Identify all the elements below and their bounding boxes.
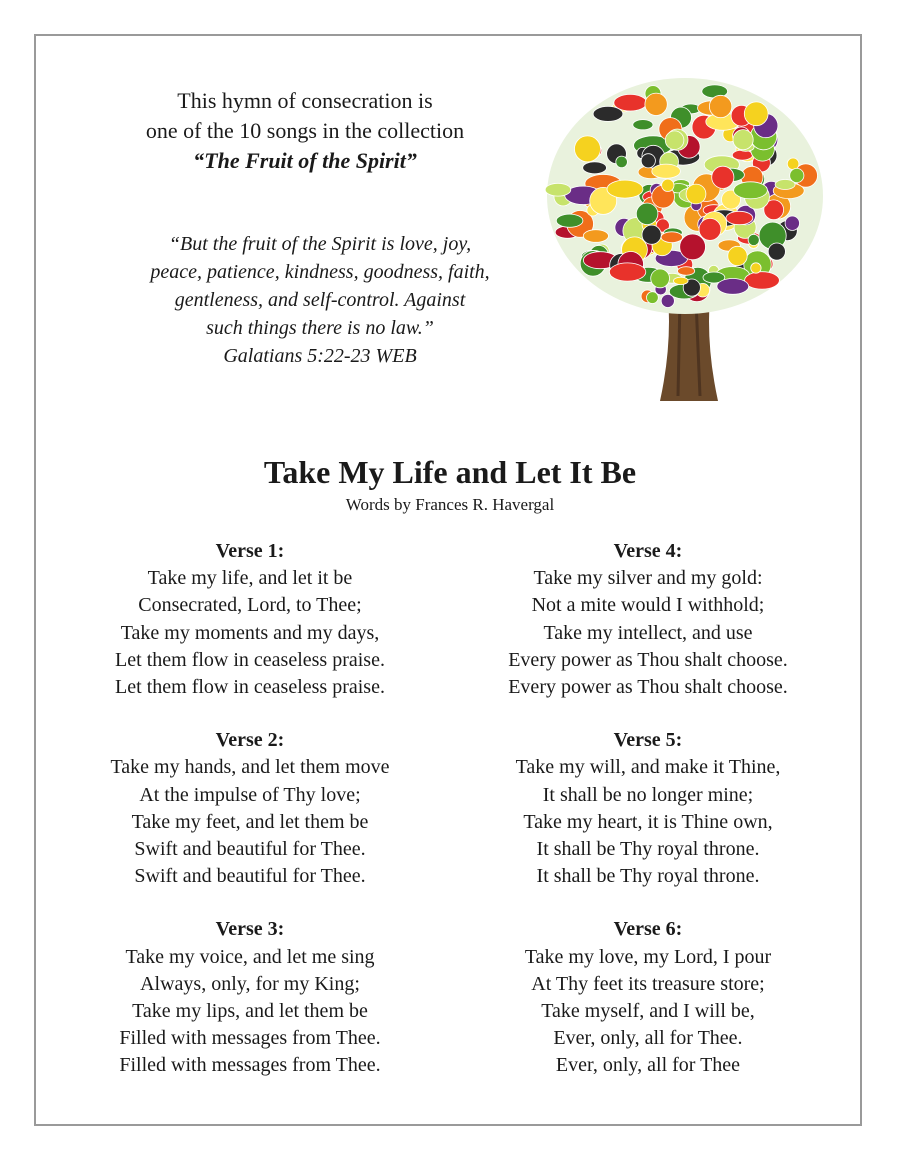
fruit-shape <box>680 234 706 260</box>
fruit-shape <box>645 93 667 115</box>
verse-6 <box>468 916 828 1079</box>
verse-title: Verse 5: <box>613 729 683 752</box>
fruit-shape <box>744 102 768 126</box>
verse-line: Let them flow in ceaseless praise. <box>115 676 385 699</box>
quote-line: such things there is no law.” <box>206 317 434 339</box>
verse-line: Take my intellect, and use <box>543 621 753 644</box>
fruit-shape <box>661 294 674 307</box>
fruit-shape <box>734 182 768 199</box>
fruit-shape <box>709 95 731 117</box>
fruit-shape <box>662 179 674 191</box>
verse-title: Verse 6: <box>613 918 683 941</box>
quote-line: gentleness, and self-control. Against <box>174 289 466 311</box>
fruit-shape <box>583 230 608 243</box>
fruit-shape <box>785 216 799 230</box>
fruit-shape <box>661 232 682 243</box>
fruit-shape <box>768 243 785 260</box>
fruit-shape <box>717 279 749 295</box>
fruit-shape <box>556 214 583 227</box>
verses-right-column <box>468 538 828 1106</box>
fruit-shape <box>545 183 571 196</box>
fruit-shape <box>686 184 706 204</box>
verse-line: Every power as Thou shalt choose. <box>508 676 788 699</box>
verse-line: Swift and beautiful for Thee. <box>134 838 366 861</box>
fruit-shape <box>699 218 721 240</box>
fruit-shape <box>726 211 753 224</box>
hymn-title: Take My Life and Let It Be <box>263 454 637 490</box>
verse-line: It shall be Thy royal throne. <box>536 865 760 888</box>
verse-line: Take my lips, and let them be <box>132 1000 368 1023</box>
verse-title: Verse 3: <box>215 918 285 941</box>
verse-4 <box>468 538 828 701</box>
verse-line: Take my feet, and let them be <box>131 810 369 833</box>
verse-line: Let them flow in ceaseless praise. <box>115 648 385 671</box>
fruit-shape <box>678 267 695 276</box>
verse-line: Take my heart, it is Thine own, <box>523 810 773 833</box>
verse-line: Ever, only, all for Thee. <box>553 1027 743 1050</box>
fruit-shape <box>583 162 607 174</box>
verse-line: It shall be no longer mine; <box>542 783 754 806</box>
verse-line: It shall be Thy royal throne. <box>536 838 760 861</box>
verse-line: Take my life, and let it be <box>147 567 353 590</box>
verse-title: Verse 4: <box>613 540 683 562</box>
verse-5 <box>468 727 828 890</box>
fruit-shape <box>775 180 795 190</box>
fruit-shape <box>674 277 689 284</box>
intro-line-2: one of the 10 songs in the collection <box>145 118 465 143</box>
fruit-shape <box>609 263 645 281</box>
intro-line-1: This hymn of consecration is <box>177 88 433 113</box>
verse-line: Take myself, and I will be, <box>541 1000 755 1023</box>
verse-line: Take my hands, and let them move <box>110 756 390 779</box>
fruit-shape <box>728 246 747 265</box>
fruit-shape <box>733 130 753 150</box>
fruit-shape <box>593 106 623 121</box>
fruit-shape <box>636 203 658 225</box>
verse-line: Swift and beautiful for Thee. <box>134 865 366 888</box>
quote-reference: Galatians 5:22-23 WEB <box>223 345 417 367</box>
verse-line: Take my voice, and let me sing <box>125 945 375 968</box>
fruit-shape <box>607 180 643 198</box>
verse-2 <box>70 727 430 890</box>
fruit-shape <box>745 272 780 289</box>
verse-line: Consecrated, Lord, to Thee; <box>138 594 362 617</box>
verse-line: Always, only, for my King; <box>140 972 360 995</box>
fruit-shape <box>652 164 681 178</box>
fruit-shape <box>712 166 734 188</box>
verse-1 <box>70 538 430 701</box>
verse-line: Take my will, and make it Thine, <box>515 756 781 779</box>
fruit-shape <box>665 131 684 150</box>
verse-line: Filled with messages from Thee. <box>119 1027 381 1050</box>
hymn-author: Words by Frances R. Havergal <box>345 495 555 514</box>
verse-line: Ever, only, all for Thee <box>555 1054 741 1077</box>
verse-line: Not a mite would I withhold; <box>531 594 765 617</box>
fruit-shape <box>748 234 759 245</box>
verse-line: Take my moments and my days, <box>120 621 380 644</box>
fruit-shape <box>641 154 655 168</box>
fruit-tree-icon <box>540 46 830 406</box>
scripture-quote <box>98 230 542 370</box>
fruit-shape <box>647 292 659 304</box>
verse-3 <box>70 916 430 1079</box>
fruit-shape <box>651 269 670 288</box>
intro-text <box>90 86 520 176</box>
fruit-shape <box>616 156 628 168</box>
verse-line: Filled with messages from Thee. <box>119 1054 381 1077</box>
verse-line: Every power as Thou shalt choose. <box>508 648 788 671</box>
collection-title: “The Fruit of the Spirit” <box>193 148 417 173</box>
verse-line: At Thy feet its treasure store; <box>531 972 765 995</box>
fruit-shape <box>642 225 661 244</box>
verse-line: Take my love, my Lord, I pour <box>524 945 772 968</box>
verses-left-column <box>70 538 430 1106</box>
fruit-shape <box>751 263 761 273</box>
fruit-shape <box>633 120 653 130</box>
fruit-shape <box>575 136 601 162</box>
fruit-shape <box>787 158 799 170</box>
quote-line: peace, patience, kindness, goodness, faith, <box>150 261 490 283</box>
verse-line: Take my silver and my gold: <box>533 567 763 590</box>
verse-line: At the impulse of Thy love; <box>139 783 361 806</box>
quote-line: “But the fruit of the Spirit is love, joy, <box>168 233 472 255</box>
verse-title: Verse 2: <box>215 729 285 752</box>
verse-title: Verse 1: <box>215 540 285 562</box>
